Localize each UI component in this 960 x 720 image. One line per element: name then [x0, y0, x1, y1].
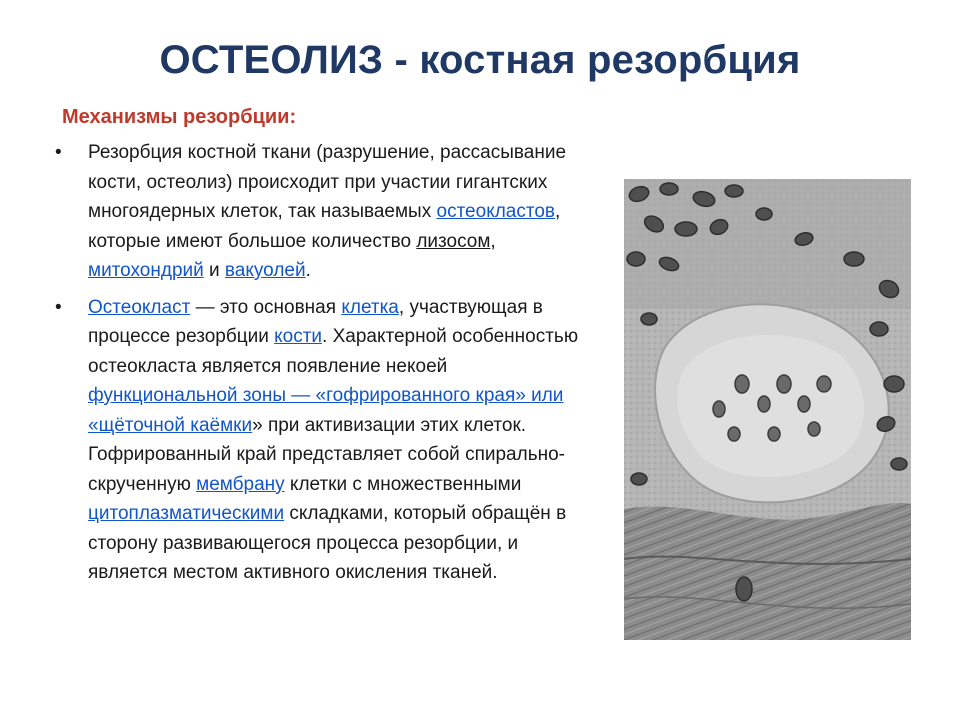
text-segment: , которые имеют большое количество — [88, 201, 561, 252]
bullet-item-2 — [55, 293, 595, 588]
link-osteoclasts[interactable]: остеокластов — [436, 201, 556, 222]
term-lysosomes: лизосом — [416, 230, 491, 252]
micrograph-illustration — [624, 179, 911, 640]
text-segment: . — [305, 260, 311, 281]
slide-title: ОСТЕОЛИЗ - костная резорбция — [159, 38, 801, 82]
link-bone[interactable]: кости — [274, 326, 323, 347]
text-segment: клетки с множественными — [284, 473, 522, 495]
text-segment: , — [490, 230, 496, 252]
link-functional-zone[interactable]: функциональной зоны — «гофрированного края» или «щёточной каёмки — [88, 385, 564, 436]
text-segment: — это основная — [190, 296, 342, 318]
link-mitochondria[interactable]: митохондрий — [88, 260, 204, 281]
text-segment: и — [203, 260, 225, 281]
text-segment: » при активизации этих клеток. Гофрированный край представляет собой спирально-скрученную — [88, 414, 565, 495]
section-subtitle: Механизмы резорбции: — [62, 106, 297, 128]
bullet-list — [55, 138, 595, 588]
osteoclast-micrograph-image — [624, 179, 911, 640]
link-membrane[interactable]: мембрану — [196, 473, 285, 495]
text-segment: складками, который обращён в сторону развивающегося процесса резорбции, и является местом активного окисления тканей. — [88, 503, 567, 583]
bullet-item-1 — [55, 138, 595, 286]
bullet-dot: • — [55, 142, 62, 163]
link-cell[interactable]: клетка — [341, 296, 399, 318]
link-vacuoles[interactable]: вакуолей — [224, 260, 306, 281]
link-osteoclast[interactable]: Остеокласт — [88, 296, 191, 318]
text-segment: Резорбция костной ткани (разрушение, рассасывание кости, остеолиз) происходит при участии гигантских многоядерных клеток, так называемых — [88, 142, 567, 222]
link-cytoplasmic[interactable]: цитоплазматическими — [88, 503, 285, 524]
text-segment: , участвующая в процессе резорбции — [88, 296, 543, 347]
bullet-dot: • — [55, 296, 62, 318]
text-segment: . Характерной особенностью остеокласта является появление некоей — [88, 326, 579, 377]
